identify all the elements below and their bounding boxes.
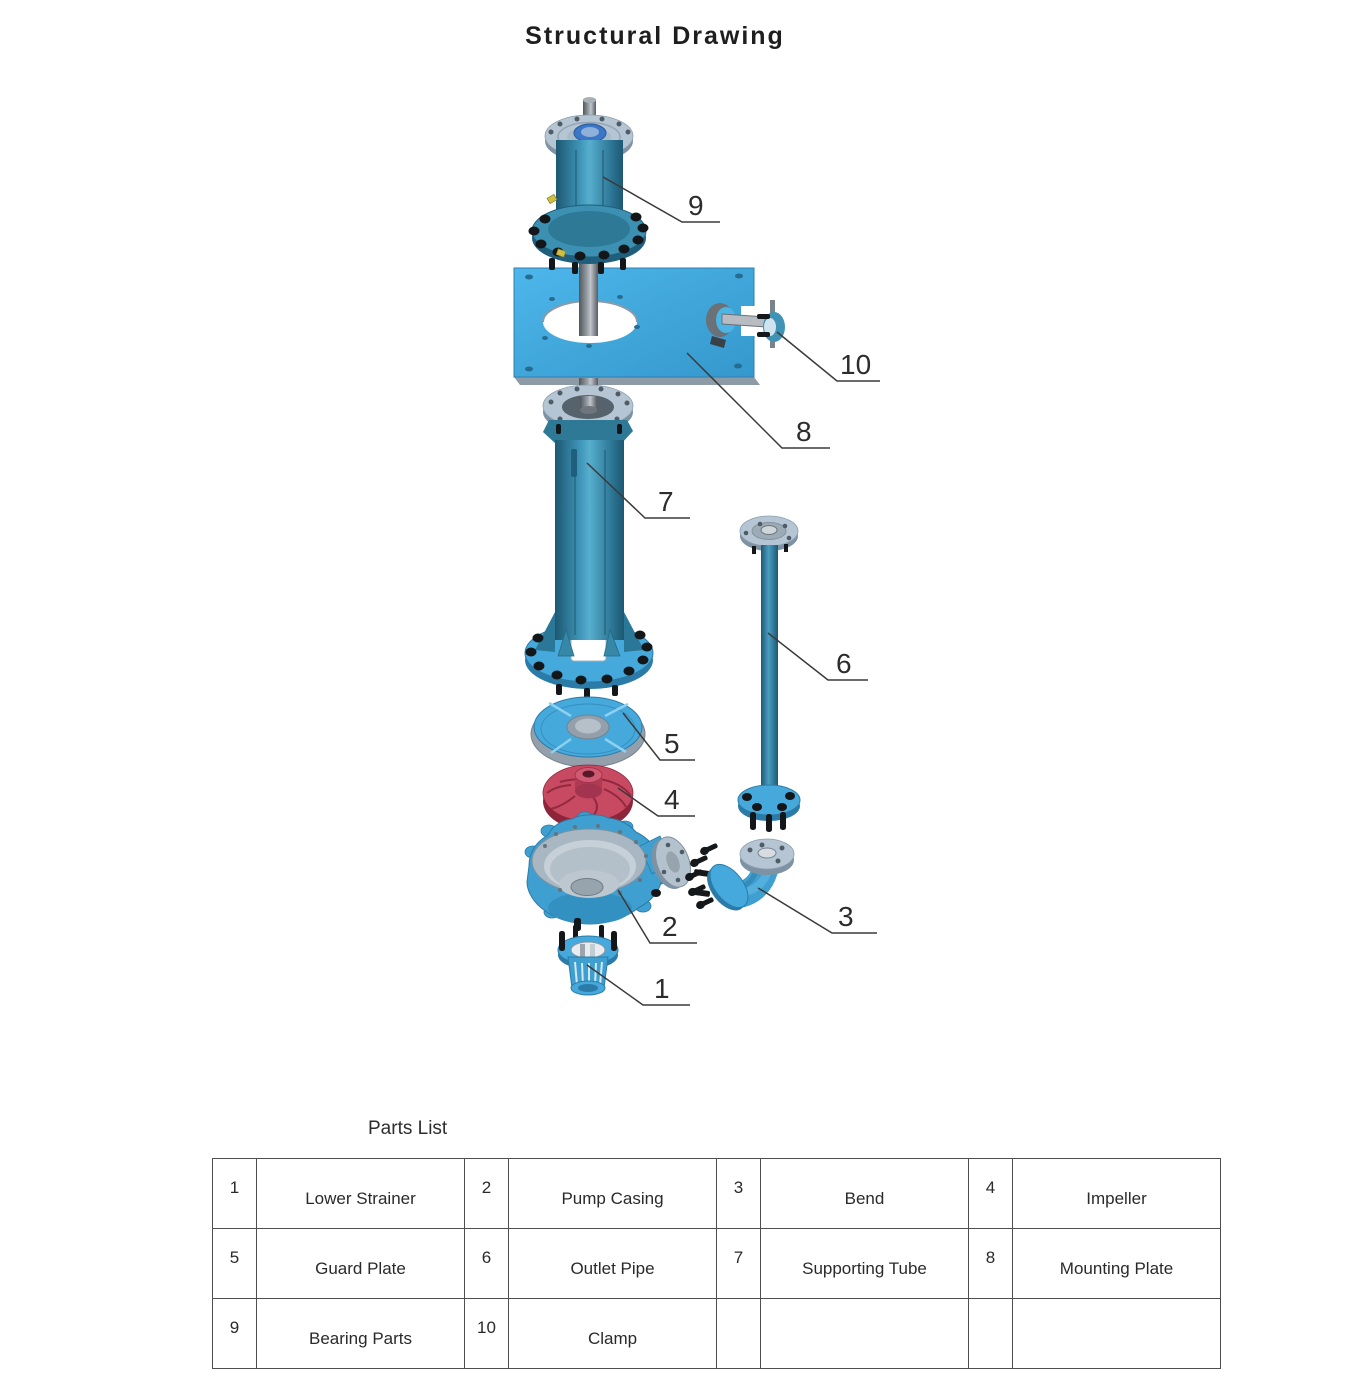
callout-2: 2 [662,911,678,942]
callout-4: 4 [664,784,680,815]
part-name [761,1299,969,1369]
part-name: Bearing Parts [257,1299,465,1369]
part-number: 1 [213,1159,257,1229]
parts-list-table [212,1158,1221,1369]
callout-8: 8 [796,416,812,447]
guard-plate [531,697,645,767]
callout-10: 10 [840,349,872,380]
part-name: Supporting Tube [761,1229,969,1299]
part-number [969,1299,1013,1369]
part-name [1013,1299,1221,1369]
part-number: 5 [213,1229,257,1299]
part-number: 9 [213,1299,257,1369]
part-name: Clamp [509,1299,717,1369]
table-row [213,1299,1221,1369]
page-title: Structural Drawing [525,22,785,50]
part-name: Mounting Plate [1013,1229,1221,1299]
leader-line-6 [768,633,868,680]
leader-line-3 [758,888,877,933]
callout-7: 7 [658,486,674,517]
part-number: 6 [465,1229,509,1299]
part-name: Pump Casing [509,1159,717,1229]
part-number: 4 [969,1159,1013,1229]
lower-strainer [558,925,618,995]
part-number [717,1299,761,1369]
part-number: 10 [465,1299,509,1369]
part-name: Lower Strainer [257,1159,465,1229]
part-name: Bend [761,1159,969,1229]
table-row [213,1229,1221,1299]
callout-9: 9 [688,190,704,221]
pump-casing [525,812,710,931]
callout-6: 6 [836,648,852,679]
part-number: 3 [717,1159,761,1229]
parts-list-caption: Parts List [368,1118,448,1139]
part-number: 2 [465,1159,509,1229]
part-name: Impeller [1013,1159,1221,1229]
supporting-tube [525,385,653,699]
callout-1: 1 [654,973,670,1004]
outlet-pipe [738,516,800,832]
part-name: Guard Plate [257,1229,465,1299]
part-name: Outlet Pipe [509,1229,717,1299]
bearing-parts [529,97,649,274]
callout-5: 5 [664,728,680,759]
part-number: 7 [717,1229,761,1299]
bend [684,839,794,917]
callout-3: 3 [838,901,854,932]
table-row [213,1159,1221,1229]
part-number: 8 [969,1229,1013,1299]
